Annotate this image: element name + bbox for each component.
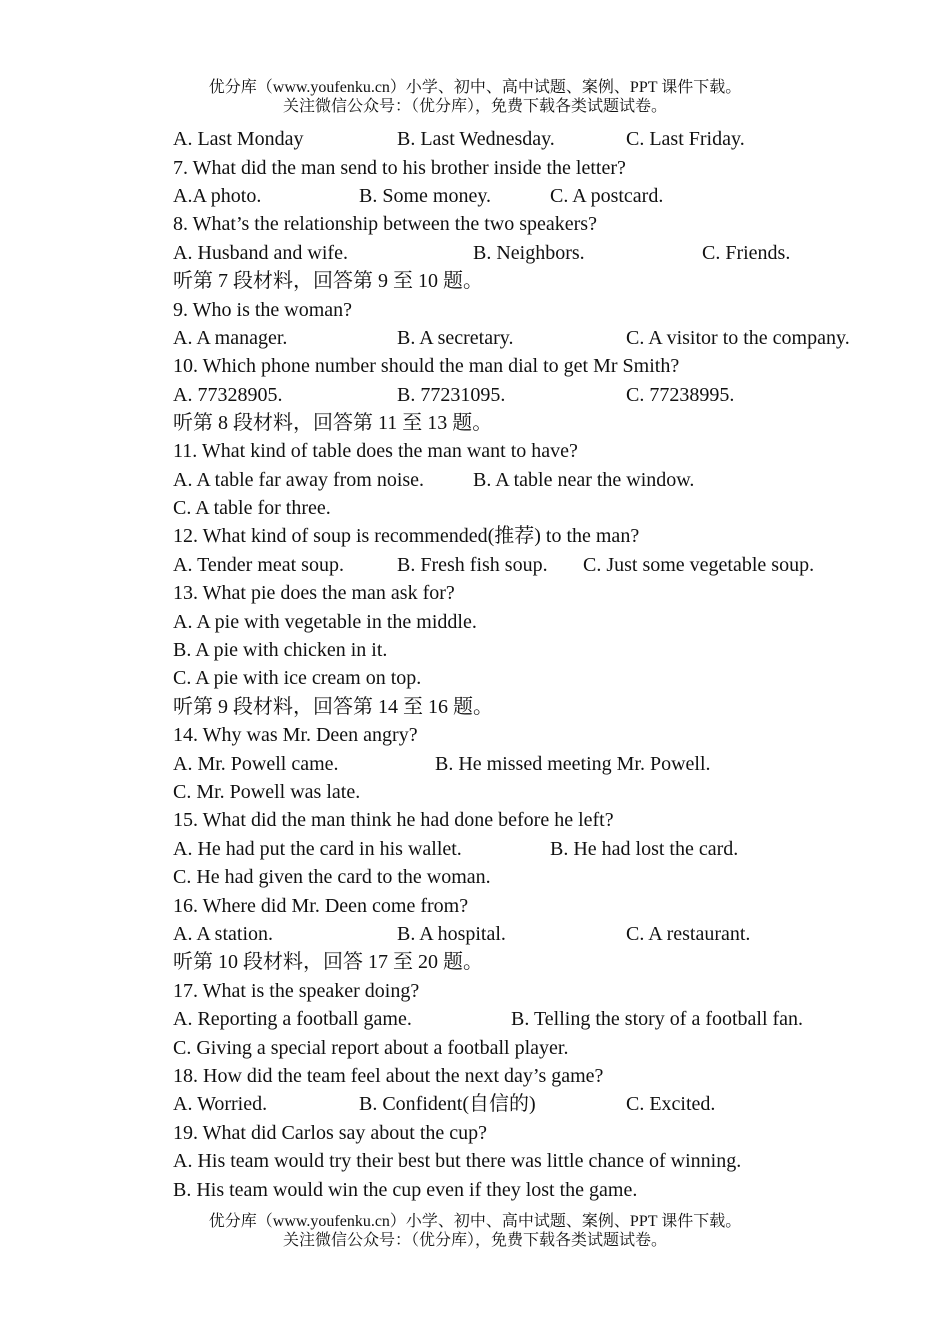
section-9-heading: 听第 9 段材料，回答第 14 至 16 题。 [173, 696, 493, 718]
q15-option-a: A. He had put the card in his wallet. [173, 838, 462, 860]
q6-option-a: A. Last Monday [173, 128, 304, 150]
q15-option-c: C. He had given the card to the woman. [173, 866, 491, 888]
q16-option-a: A. A station. [173, 923, 274, 945]
question-12: 12. What kind of soup is recommended(推荐) to the man? [173, 525, 640, 547]
q10-option-c: C. 77238995. [626, 384, 735, 406]
q14-option-a: A. Mr. Powell came. [173, 753, 339, 775]
q10-option-b: B. 77231095. [397, 384, 506, 406]
q7-option-b: B. Some money. [359, 185, 492, 207]
q9-option-b: B. A secretary. [397, 327, 514, 349]
section-8-heading: 听第 8 段材料，回答第 11 至 13 题。 [173, 412, 493, 434]
q17-option-a: A. Reporting a football game. [173, 1008, 412, 1030]
question-15: 15. What did the man think he had done before he left? [173, 809, 614, 831]
q11-option-b: B. A table near the window. [473, 469, 695, 491]
q17-option-b: B. Telling the story of a football fan. [511, 1008, 804, 1030]
question-11: 11. What kind of table does the man want to have? [173, 440, 578, 462]
question-9: 9. Who is the woman? [173, 299, 353, 321]
q8-option-b: B. Neighbors. [473, 242, 585, 264]
q16-option-c: C. A restaurant. [626, 923, 751, 945]
page-header [0, 78, 950, 116]
q16-option-b: B. A hospital. [397, 923, 506, 945]
header-line-2: 关注微信公众号：（优分库），免费下载各类试题试卷。 [282, 98, 667, 115]
question-19: 19. What did Carlos say about the cup? [173, 1122, 488, 1144]
q12-option-a: A. Tender meat soup. [173, 554, 344, 576]
q19-option-a: A. His team would try their best but there was little chance of winning. [173, 1150, 742, 1172]
q13-option-a: A. A pie with vegetable in the middle. [173, 611, 477, 633]
question-10: 10. Which phone number should the man dial to get Mr Smith? [173, 355, 680, 377]
q18-option-b: B. Confident(自信的) [359, 1093, 536, 1115]
q19-option-b: B. His team would win the cup even if they lost the game. [173, 1179, 638, 1201]
question-13: 13. What pie does the man ask for? [173, 582, 455, 604]
q11-option-a: A. A table far away from noise. [173, 469, 425, 491]
q13-option-b: B. A pie with chicken in it. [173, 639, 388, 661]
footer-line-2: 关注微信公众号：（优分库），免费下载各类试题试卷。 [282, 1232, 667, 1249]
question-7: 7. What did the man send to his brother inside the letter? [173, 157, 626, 179]
q10-option-a: A. 77328905. [173, 384, 283, 406]
q18-option-c: C. Excited. [626, 1093, 716, 1115]
q15-option-b: B. He had lost the card. [550, 838, 739, 860]
question-14: 14. Why was Mr. Deen angry? [173, 724, 418, 746]
question-8: 8. What’s the relationship between the two speakers? [173, 213, 597, 235]
section-7-heading: 听第 7 段材料，回答第 9 至 10 题。 [173, 270, 483, 292]
page-footer [0, 1212, 950, 1250]
q17-option-c: C. Giving a special report about a football player. [173, 1037, 569, 1059]
footer-line-1: 优分库（www.youfenku.cn）小学、初中、高中试题、案例、PPT 课件下载。 [208, 1213, 742, 1230]
q6-option-b: B. Last Wednesday. [397, 128, 555, 150]
q18-option-a: A. Worried. [173, 1093, 268, 1115]
header-line-1: 优分库（www.youfenku.cn）小学、初中、高中试题、案例、PPT 课件下载。 [208, 79, 742, 96]
q13-option-c: C. A pie with ice cream on top. [173, 667, 422, 689]
q9-option-c: C. A visitor to the company. [626, 327, 850, 349]
question-16: 16. Where did Mr. Deen come from? [173, 895, 469, 917]
q6-option-c: C. Last Friday. [626, 128, 745, 150]
q11-option-c: C. A table for three. [173, 497, 331, 519]
question-18: 18. How did the team feel about the next day’s game? [173, 1065, 604, 1087]
q9-option-a: A. A manager. [173, 327, 288, 349]
q12-option-c: C. Just some vegetable soup. [583, 554, 815, 576]
q14-option-b: B. He missed meeting Mr. Powell. [435, 753, 711, 775]
q14-option-c: C. Mr. Powell was late. [173, 781, 361, 803]
q8-option-c: C. Friends. [702, 242, 791, 264]
q7-option-a: A.A photo. [173, 185, 262, 207]
question-17: 17. What is the speaker doing? [173, 980, 420, 1002]
q7-option-c: C. A postcard. [550, 185, 664, 207]
q8-option-a: A. Husband and wife. [173, 242, 348, 264]
q12-option-b: B. Fresh fish soup. [397, 554, 548, 576]
section-10-heading: 听第 10 段材料，回答 17 至 20 题。 [173, 951, 483, 973]
